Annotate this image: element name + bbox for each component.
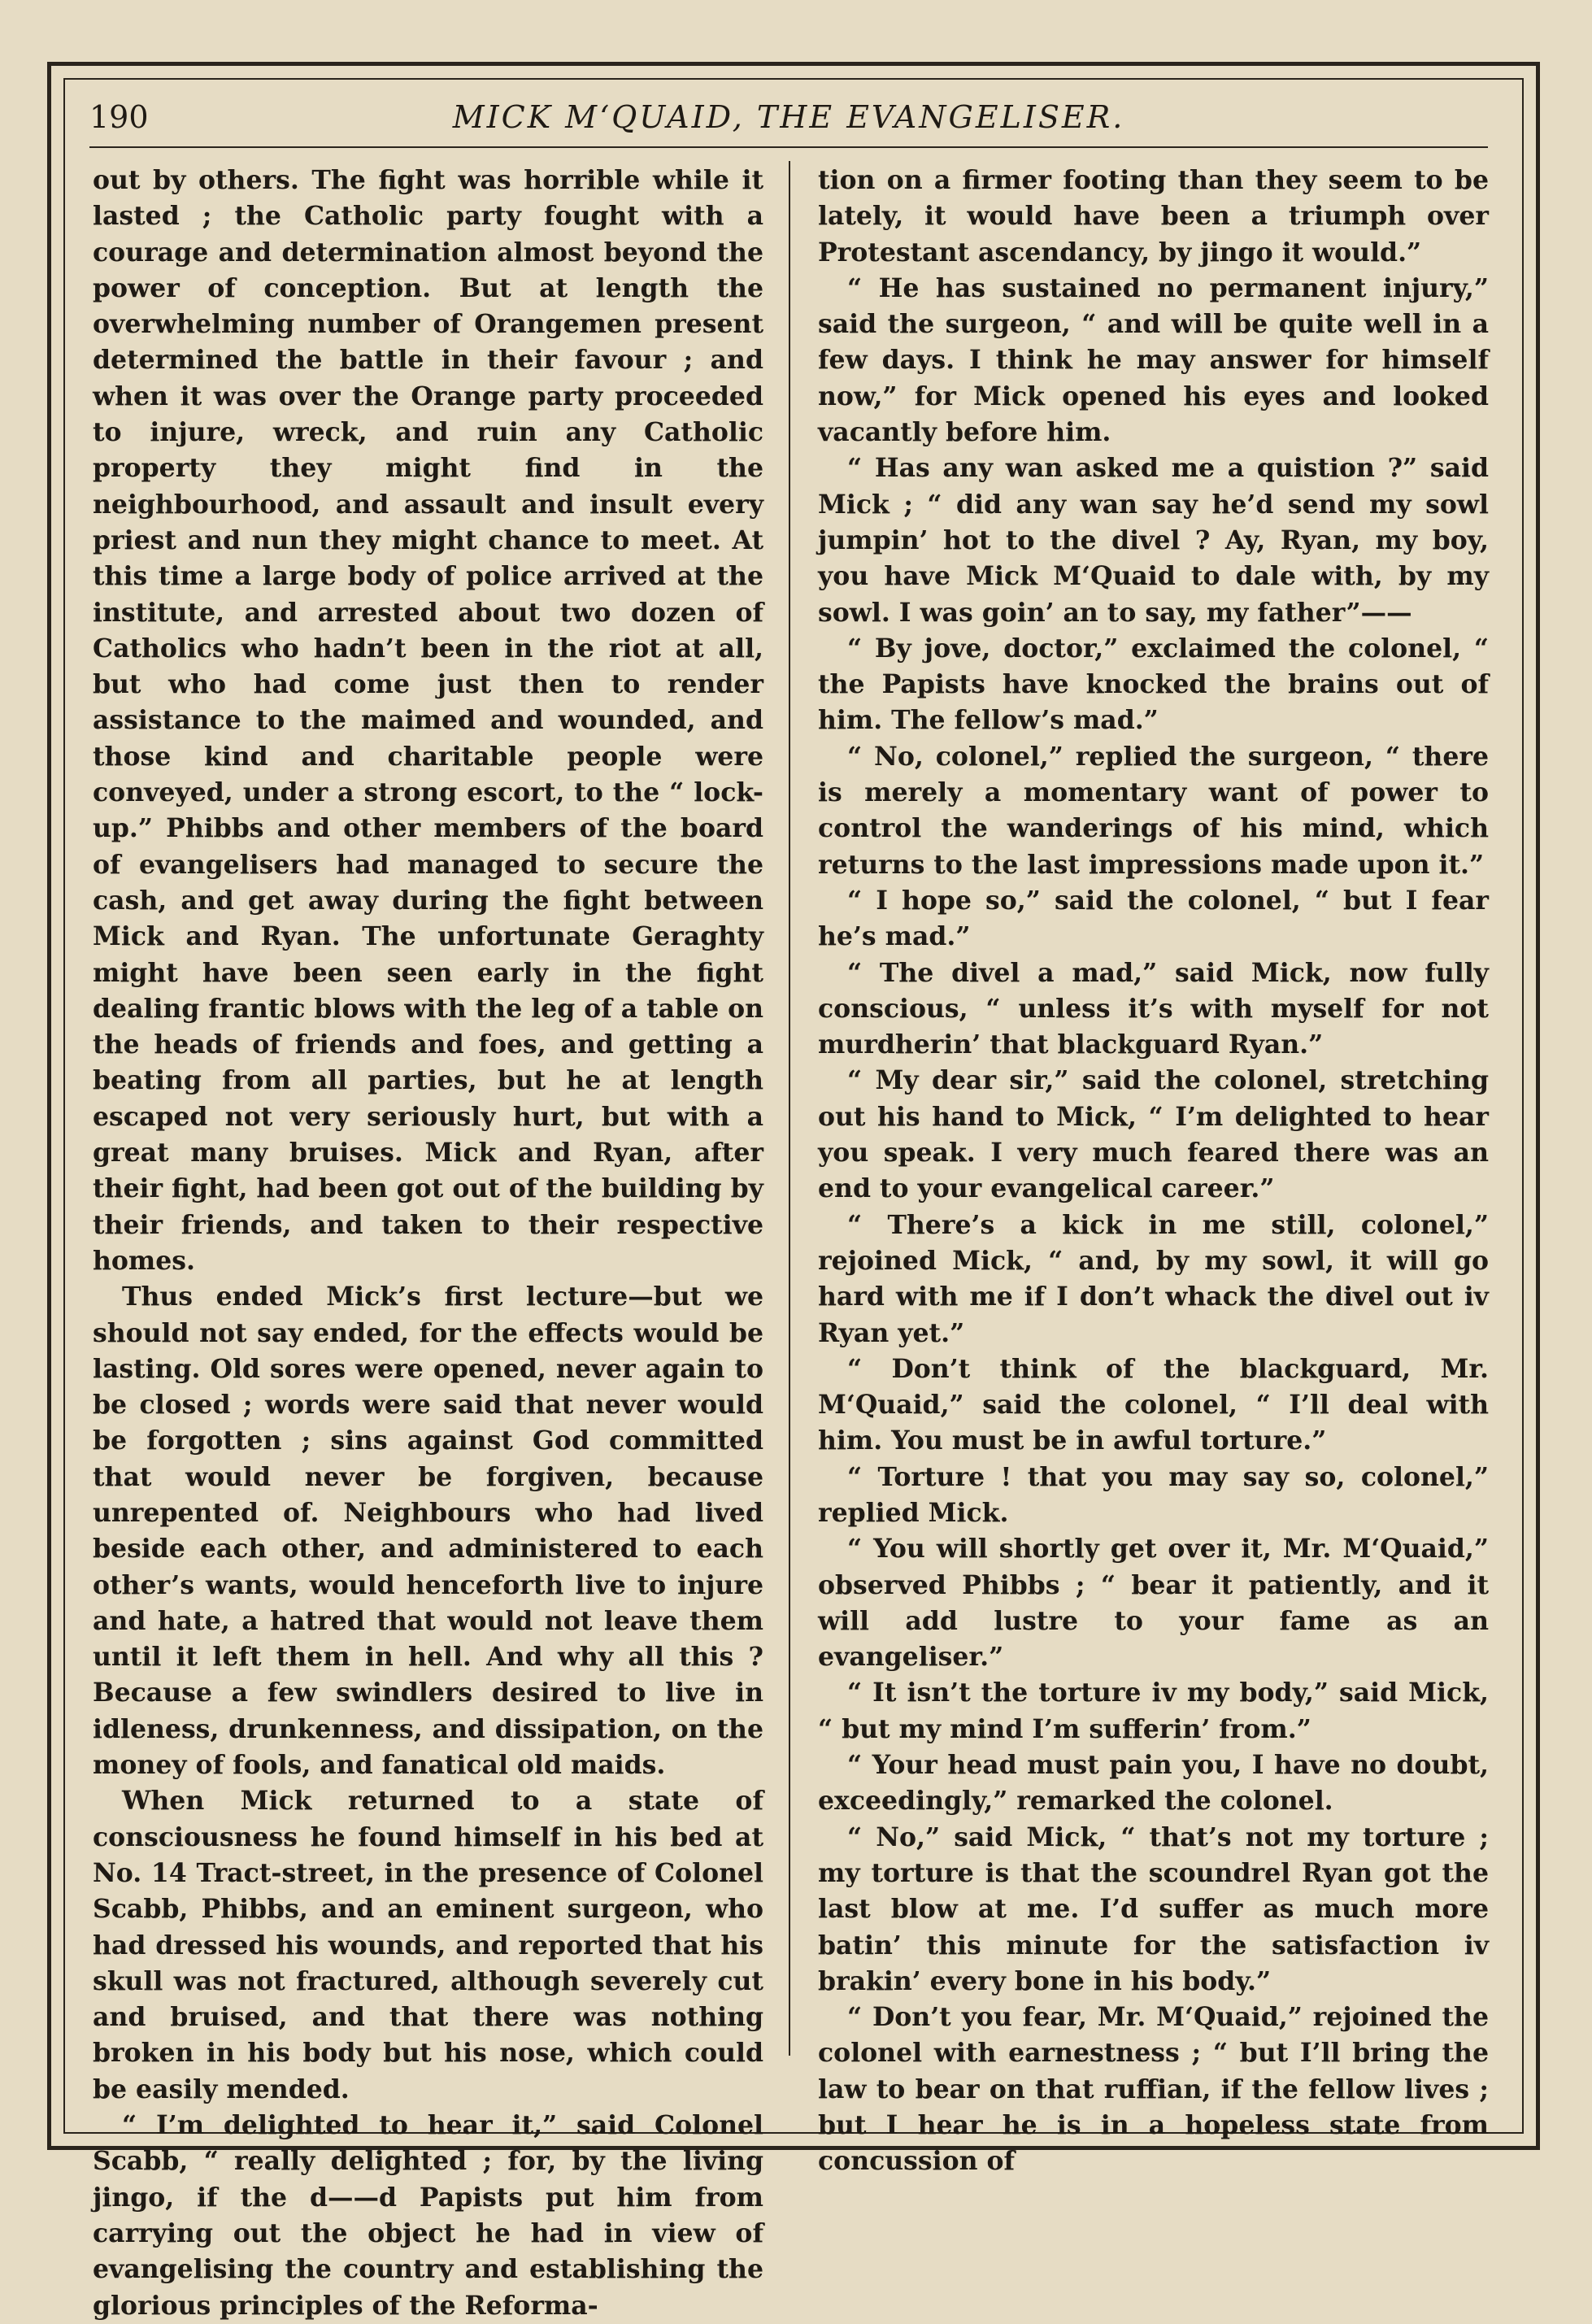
paragraph: Thus ended Mick’s first lecture—but we should not say ended, for the effects would be lasting. Old sores were opened, never again to be closed ; words were said that never would be forgotten ; sins against God committed that would never be forgiven, because unrepented of. Neighbours who had lived beside each other, and administered to each other’s wants, would henceforth live to injure and hate, a hatred that would not leave them until it left them in hell. And why all this ? Because a few swindlers desired to live in idleness, drunkenness, and dissipation, on the money of fools, and fanatical old maids. [93,1282,763,1781]
column-divider [789,161,790,2056]
paragraph: out by others. The fight was horrible while it lasted ; the Catholic party fought with a courage and determination almost beyond the power of conception. But at length the overwhelming number of Orangemen present determined the battle in their favour ; and when it was over the Orange party proceeded to injure, wreck, and ruin any Catholic property they might find in the neighbourhood, and assault and insult every priest and nun they might chance to meet. At this time a large body of police arrived at the institute, and arrested about two dozen of Catholics who hadn’t been in the riot at all, but who had come just then to render assistance to the maimed and wounded, and those kind and charitable people were conveyed, under a strong escort, to the “ lock-up.” Phibbs and other members of the board of evangelisers had managed to secure the cash, and get away during the fight between Mick and Ryan. The unfortunate Geraghty might have been seen early in the fight dealing frantic blows with the leg of a table on the heads of friends and foes, and getting a beating from all parties, but he at length escaped not very seriously hurt, but with a great many bruises. Mick and Ryan, after their fight, had been got out of the building by their friends, and taken to their respective homes. [93,165,763,1276]
paragraph: “ It isn’t the torture iv my body,” said Mick, “ but my mind I’m sufferin’ from.” [818,1678,1489,1744]
paragraph: “ My dear sir,” said the colonel, stretching out his hand to Mick, “ I’m delighted to hear you speak. I very much feared there was an end to your evangelical career.” [818,1065,1489,1204]
right-column [818,163,1489,2180]
paragraph: tion on a firmer footing than they seem to be lately, it would have been a triumph over Protestant ascendancy, by jingo it would.” [818,165,1489,268]
paragraph: “ I’m delighted to hear it,” said Colonel Scabb, “ really delighted ; for, by the living jingo, if the d——d Papists put him from carrying out the object he had in view of evangelising the country and establishing the glorious principles of the Reforma- [93,2110,763,2321]
paragraph: When Mick returned to a state of consciousness he found himself in his bed at No. 14 Tract-street, in the presence of Colonel Scabb, Phibbs, and an eminent surgeon, who had dressed his wounds, and reported that his skull was not fractured, although severely cut and bruised, and that there was nothing broken in his body but his nose, which could be easily mended. [93,1786,763,2104]
paragraph: “ Your head must pain you, I have no doubt, exceedingly,” remarked the colonel. [818,1750,1489,1817]
running-title: MICK M‘QUAID, THE EVANGELISER. [452,99,1125,135]
header-rule [89,146,1488,148]
page-header [89,99,1488,145]
paragraph: “ Don’t you fear, Mr. M‘Quaid,” rejoined the colonel with earnestness ; “ but I’ll bring the law to bear on that ruffian, if the fellow lives ; but I hear he is in a hopeless state from concussion of [818,2002,1489,2177]
paragraph: “ No, colonel,” replied the surgeon, “ there is merely a momentary want of power to control the wanderings of his mind, which returns to the last impressions made upon it.” [818,741,1489,880]
paragraph: “ Has any wan asked me a quistion ?” said Mick ; “ did any wan say he’d send my sowl jumpin’ hot to the divel ? Ay, Ryan, my boy, you have Mick M‘Quaid to dale with, by my sowl. I was goin’ an to say, my father”—— [818,453,1489,628]
paragraph: “ I hope so,” said the colonel, “ but I fear he’s mad.” [818,885,1489,952]
paragraph: “ Torture ! that you may say so, colonel,” replied Mick. [818,1461,1489,1528]
paragraph: “ Don’t think of the blackguard, Mr. M‘Quaid,” said the colonel, “ I’ll deal with him. You must be in awful torture.” [818,1353,1489,1456]
paragraph: “ You will shortly get over it, Mr. M‘Quaid,” observed Phibbs ; “ bear it patiently, and it will add lustre to your fame as an evangeliser.” [818,1534,1489,1673]
paragraph: “ No,” said Mick, “ that’s not my torture ; my torture is that the scoundrel Ryan got the last blow at me. I’d suffer as much more batin’ this minute for the satisfaction iv brakin’ every bone in his body.” [818,1821,1489,1996]
paragraph: “ There’s a kick in me still, colonel,” rejoined Mick, “ and, by my sowl, it will go hard with me if I don’t whack the divel out iv Ryan yet.” [818,1209,1489,1348]
paragraph: “ The divel a mad,” said Mick, now fully conscious, “ unless it’s with myself for not murdherin’ that blackguard Ryan.” [818,957,1489,1060]
page-number: 190 [89,99,149,135]
left-column [93,163,763,2324]
paragraph: “ By jove, doctor,” exclaimed the colonel, “ the Papists have knocked the brains out of him. The fellow’s mad.” [818,633,1489,736]
paragraph: “ He has sustained no permanent injury,” said the surgeon, “ and will be quite well in a few days. I think he may answer for himself now,” for Mick opened his eyes and looked vacantly before him. [818,272,1489,448]
